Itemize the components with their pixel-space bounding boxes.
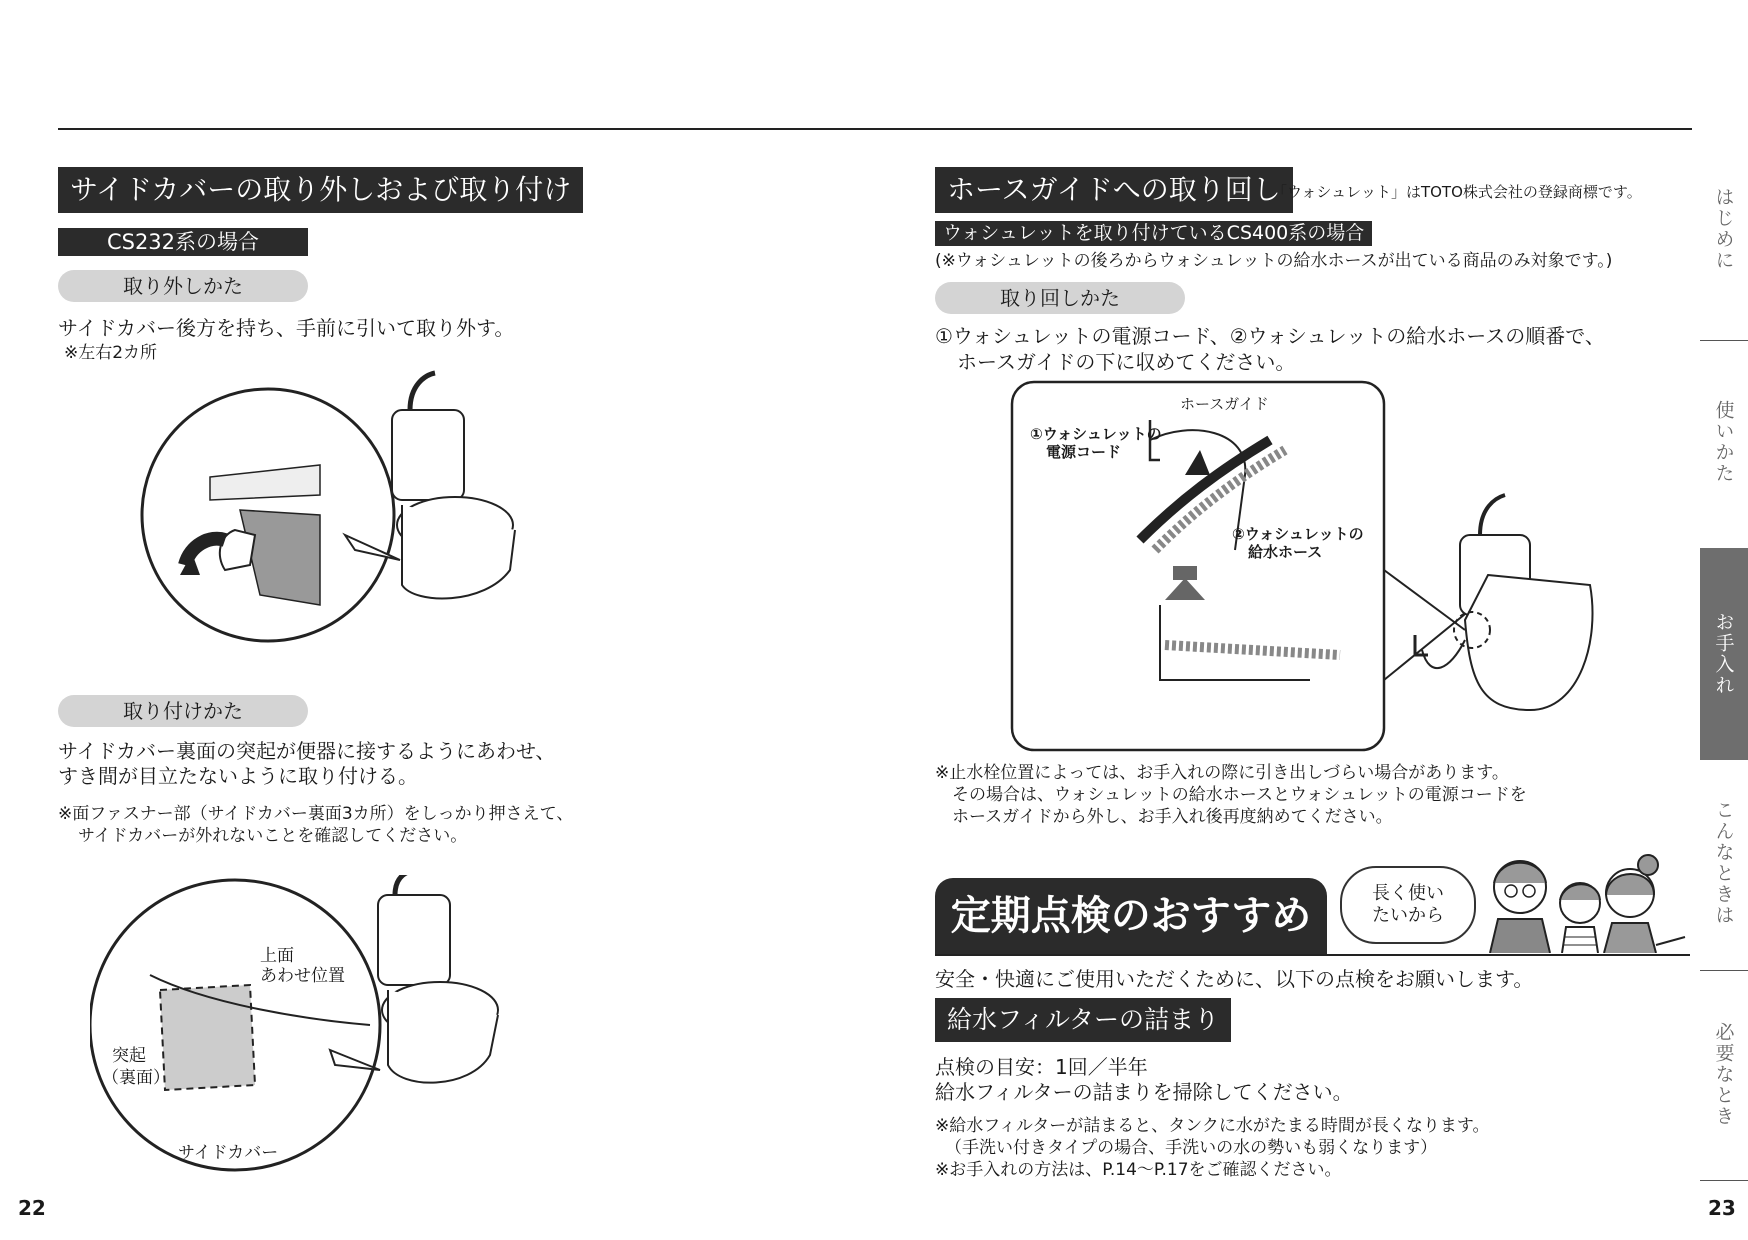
filter-note-2: （手洗い付きタイプの場合、手洗いの水の勢いも弱くなります） xyxy=(945,1138,1438,1158)
attach-note-1: ※面ファスナー部（サイドカバー裏面3カ所）をしっかり押さえて、 xyxy=(58,804,574,824)
routing-pill: 取り回しかた xyxy=(935,282,1185,314)
family-illustration xyxy=(1480,845,1690,953)
filter-note-1: ※給水フィルターが詰まると、タンクに水がたまる時間が長くなります。 xyxy=(935,1116,1490,1136)
fig2-label-top1: 上面 xyxy=(260,946,294,966)
fig2-label-top2: あわせ位置 xyxy=(260,966,345,986)
fig-label-hose-2: 給水ホース xyxy=(1248,543,1323,561)
caution-1: ※止水栓位置によっては、お手入れの際に引き出しづらい場合があります。 xyxy=(935,763,1509,783)
fig-label-cord-2: 電源コード xyxy=(1046,443,1122,461)
trademark-note: 「ウォシュレット」はTOTO株式会社の登録商標です。 xyxy=(1272,183,1642,201)
tab-maintenance[interactable] xyxy=(1700,548,1748,760)
inspection-title: 定期点検のおすすめ xyxy=(935,878,1327,954)
filter-text-1: 点検の目安：1回／半年 xyxy=(935,1055,1148,1079)
fig-label-cord-1: ①ウォシュレットの xyxy=(1030,425,1162,443)
remove-text: サイドカバー後方を持ち、手前に引いて取り外す。 xyxy=(58,316,515,340)
filter-title: 給水フィルターの詰まり xyxy=(935,998,1231,1042)
attach-illustration xyxy=(90,875,550,1180)
tab-when-needed-label: 必要なとき xyxy=(1712,1022,1735,1127)
left-subsection: CS232系の場合 xyxy=(58,228,308,256)
tab-usage[interactable] xyxy=(1700,390,1748,540)
fig2-label-proj1: 突起 xyxy=(112,1046,146,1066)
filter-text-2: 給水フィルターの詰まりを掃除してください。 xyxy=(935,1080,1353,1104)
remove-illustration xyxy=(140,365,560,665)
tab-troubleshooting-label: こんなときは xyxy=(1712,800,1735,926)
caution-3: ホースガイドから外し、お手入れ後再度納めてください。 xyxy=(952,807,1393,827)
filter-note-3: ※お手入れの方法は、P.14〜P.17をご確認ください。 xyxy=(935,1160,1342,1180)
fig2-label-proj2: （裏面） xyxy=(102,1068,170,1088)
right-subsection: ウォシュレットを取り付けているCS400系の場合 xyxy=(935,221,1372,246)
attach-text-1: サイドカバー裏面の突起が便器に接するようにあわせ、 xyxy=(58,739,556,763)
fig-label-hose-1: ②ウォシュレットの xyxy=(1232,525,1364,543)
remove-note: ※左右2カ所 xyxy=(64,343,158,363)
tab-troubleshooting[interactable] xyxy=(1700,790,1748,960)
tab-introduction-label: はじめに xyxy=(1712,187,1735,271)
tab-divider xyxy=(1700,1180,1748,1181)
attach-pill: 取り付けかた xyxy=(58,695,308,727)
tab-divider xyxy=(1700,340,1748,341)
bubble-line-1: 長く使い xyxy=(1372,883,1444,904)
routing-step-2: ホースガイドの下に収めてください。 xyxy=(957,350,1296,374)
inspection-text: 安全・快適にご使用いただくために、以下の点検をお願いします。 xyxy=(935,967,1534,991)
tab-divider xyxy=(1700,970,1748,971)
remove-pill: 取り外しかた xyxy=(58,270,308,302)
speech-bubble xyxy=(1340,866,1476,944)
tab-usage-label: 使いかた xyxy=(1712,400,1735,484)
tab-maintenance-label: お手入れ xyxy=(1712,612,1735,696)
tab-introduction[interactable] xyxy=(1700,177,1748,337)
fig-label-guide: ホースガイド xyxy=(1180,395,1269,413)
caution-2: その場合は、ウォシュレットの給水ホースとウォシュレットの電源コードを xyxy=(952,785,1527,805)
inspection-rule xyxy=(935,954,1690,956)
attach-text-2: すき間が目立たないように取り付ける。 xyxy=(58,764,418,788)
attach-note-2: サイドカバーが外れないことを確認してください。 xyxy=(78,826,468,846)
scope-note: (※ウォシュレットの後ろからウォシュレットの給水ホースが出ている商品のみ対象です。) xyxy=(935,251,1613,271)
bubble-line-2: たいから xyxy=(1372,905,1444,926)
routing-step-1: ①ウォシュレットの電源コード、②ウォシュレットの給水ホースの順番で、 xyxy=(935,324,1605,348)
fig2-label-cover: サイドカバー xyxy=(178,1143,279,1163)
page-number-left: 22 xyxy=(18,1196,46,1220)
top-rule xyxy=(58,128,1692,130)
tab-when-needed[interactable] xyxy=(1700,1012,1748,1162)
left-section-title: サイドカバーの取り外しおよび取り付け xyxy=(58,167,583,213)
page-number-right: 23 xyxy=(1708,1196,1736,1220)
right-section-title: ホースガイドへの取り回し xyxy=(935,167,1293,213)
